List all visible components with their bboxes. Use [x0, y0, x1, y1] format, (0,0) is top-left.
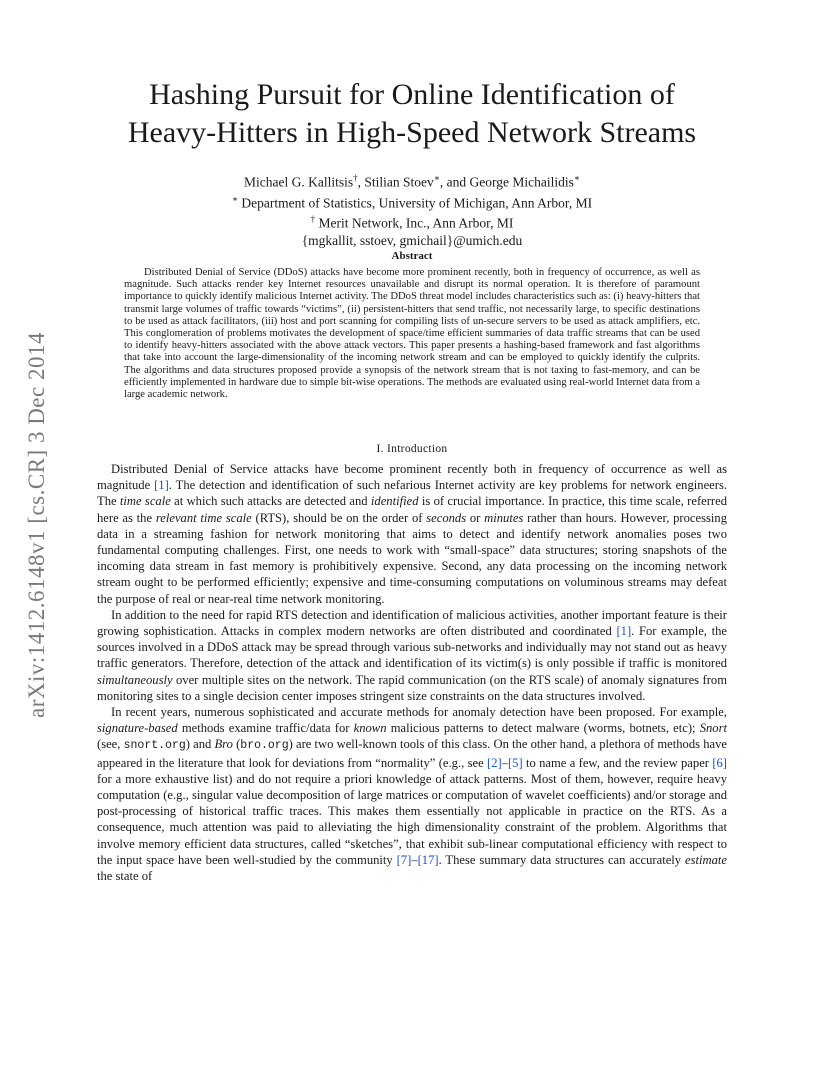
paragraph-1 [97, 461, 727, 607]
affiliation-2-mark: † [310, 214, 316, 224]
citation-link[interactable]: [5] [507, 755, 523, 770]
author-names [97, 170, 727, 191]
citation-link[interactable]: [17] [417, 852, 439, 867]
emphasis: relevant time scale [155, 510, 252, 525]
author-separator: , [357, 174, 365, 190]
section-heading-introduction: I. Introduction [376, 443, 448, 455]
emphasis: simultaneously [97, 672, 173, 687]
text-run: or [466, 510, 485, 525]
affiliation-1 [97, 191, 727, 212]
text-run: at which such attacks are detected and [170, 494, 371, 509]
text-run: the state of [97, 869, 153, 884]
affiliation-1-text: Department of Statistics, University of Michigan, Ann Arbor, MI [237, 195, 593, 210]
text-run: In addition to the need for rapid RTS detection and identification of malicious activities, another important feature is their growing sophistication. Attacks in complex modern networks are often distributed and coordinated [97, 607, 727, 639]
author-3: George Michailidis [469, 174, 574, 190]
text-run: . For example, the sources involved in a DDoS attack may be spread through various sub-networks and individually may not stand out as heavy traffic generators. Therefore, detection of the attack and identification of its victim(s) is only possible if traffic is monitored [97, 624, 728, 671]
emphasis: Bro [214, 737, 233, 752]
citation-link[interactable]: [1] [154, 478, 169, 493]
citation-link[interactable]: [7] [396, 852, 412, 867]
abstract-heading: Abstract [391, 250, 433, 262]
text-run: – [501, 755, 508, 770]
url-text: snort.org [123, 739, 186, 753]
emphasis: known [353, 721, 387, 736]
paper-title [97, 76, 727, 152]
text-run: . The detection and identification of such nefarious Internet activity are key problems for network engineers. The [97, 478, 727, 509]
citation-link[interactable]: [6] [712, 755, 727, 770]
emphasis: minutes [484, 510, 524, 525]
emphasis: Snort [699, 721, 727, 736]
title-line-1: Hashing Pursuit for Online Identification of [149, 78, 675, 111]
affiliation-1-mark: ∗ [231, 193, 238, 204]
author-2: Stilian Stoev [364, 174, 434, 190]
text-run: is of crucial importance. In practice, this time scale, referred here as the [97, 494, 727, 525]
affiliation-2-text: Merit Network, Inc., Ann Arbor, MI [315, 215, 514, 231]
paragraph-2 [97, 607, 727, 704]
arxiv-identifier [22, 300, 52, 750]
text-run: ) and [185, 737, 215, 752]
abstract-body [124, 267, 700, 401]
paragraph-3 [97, 704, 727, 884]
text-run: . These summary data structures can accurately [438, 852, 686, 867]
emphasis: time scale [119, 494, 171, 509]
text-run: – [411, 852, 418, 867]
author-2-mark: ∗ [433, 173, 440, 183]
text-run: (see, [97, 737, 124, 752]
abstract-text: Distributed Denial of Service (DDoS) attacks have become more prominent recently, both in frequency of occurrence, as well as magnitude. Such attacks render key Internet resources unavailable and disrupt its normal operation. It is therefore of paramount importance to quickly identify malicious Internet activity. The DDoS threat model includes characteristics such as: (i) heavy-hitters that transmit large volumes of traffic towards “victims”, (ii) persistent-hitters that send traffic, not necessarily large, to specific destinations to be used as attack facilitators, (iii) host and port scanning for compiling lists of un-secure servers to be used as attack amplifiers, etc. This conglomeration of problems motivates the development of space/time efficient summaries of data traffic streams that can be used to identify heavy-hitters associated with the above attack vectors. This paper presents a hashing-based framework and fast algorithms that take into account the large-dimensionality of the incoming network stream and can be employed to quickly identify the culprits. The algorithms and data structures proposed provide a synopsis of the network stream that is not taxing to fast-memory, and can be efficiently implemented in hardware due to simple bit-wise operations. The methods are evaluated using real-world Internet data from a large academic network. [124, 267, 700, 401]
author-emails: {mgkallit, sstoev, gmichail}@umich.edu [301, 232, 523, 248]
text-run: methods examine traffic/data for [177, 721, 354, 736]
citation-link[interactable]: [1] [616, 624, 632, 639]
affiliation-2 [97, 211, 727, 232]
author-separator: , and [439, 174, 470, 190]
title-line-2: Heavy-Hitters in High-Speed Network Streams [127, 116, 697, 149]
emphasis: seconds [426, 510, 467, 525]
text-run: In recent years, numerous sophisticated and accurate methods for anomaly detection have been proposed. For example, [111, 705, 727, 720]
introduction-body [97, 461, 727, 884]
text-run: (RTS), should be on the order of [251, 510, 427, 525]
text-run: to name a few, and the review paper [522, 755, 713, 770]
text-run: rather than hours. However, processing data in a streaming fashion for network monitoring that aims to detect and identify network anomalies poses two fundamental computing challenges. First, one needs to work with “small-space” data structures; storing snapshots of the incoming data stream in fast memory is prohibitively expensive. Second, any data processing on the incoming network stream ought to be performed efficiently; expensive and time-consuming computations on voluminous streams may defeat the purpose of real or near-real time network monitoring. [97, 510, 727, 606]
citation-link[interactable]: [2] [487, 755, 502, 770]
author-3-mark: ∗ [573, 173, 580, 183]
text-run: for a more exhaustive list) and do not require a priori knowledge of attack patterns. Most of them, however, require heavy computation (e.g., singular value decomposition of large matrices or computation of wavelet coefficients) and/or storage and post-processing of historical traffic traces. This makes them essentially not applicable in practice on the RTS. As a consequence, much attention was paid to alleviating the high dimensionality constraint of the problem. Algorithms that involve memory efficient data structures, called “sketches”, that exhibit sub-linear computational efficiency with respect to the input space have been well-studied by the community [97, 771, 727, 867]
text-run: ) are two well-known tools of this class. On the other hand, a plethora of methods have appeared in the literature that look for deviations from “normality” (e.g., see [97, 737, 727, 770]
text-run: ( [232, 737, 241, 752]
arxiv-identifier-text: arXiv:1412.6148v1 [cs.CR] 3 Dec 2014 [24, 332, 49, 718]
author-1-mark: † [353, 173, 358, 183]
emphasis: estimate [685, 852, 727, 867]
text-run: over multiple sites on the network. The rapid communication (on the RTS scale) of anomaly signatures from monitoring sites to a single decision center imposes stringent size constraints on the data structures involved. [97, 672, 727, 703]
text-run: Distributed Denial of Service attacks have become prominent recently both in frequency of occurrence as well as magnitude [97, 462, 727, 493]
url-text: bro.org [240, 739, 289, 753]
text-run: malicious patterns to detect malware (worms, botnets, etc); [386, 721, 700, 736]
emphasis: identified [370, 494, 419, 509]
author-block [97, 170, 727, 249]
author-1: Michael G. Kallitsis [244, 174, 354, 190]
emphasis: signature-based [97, 721, 178, 736]
